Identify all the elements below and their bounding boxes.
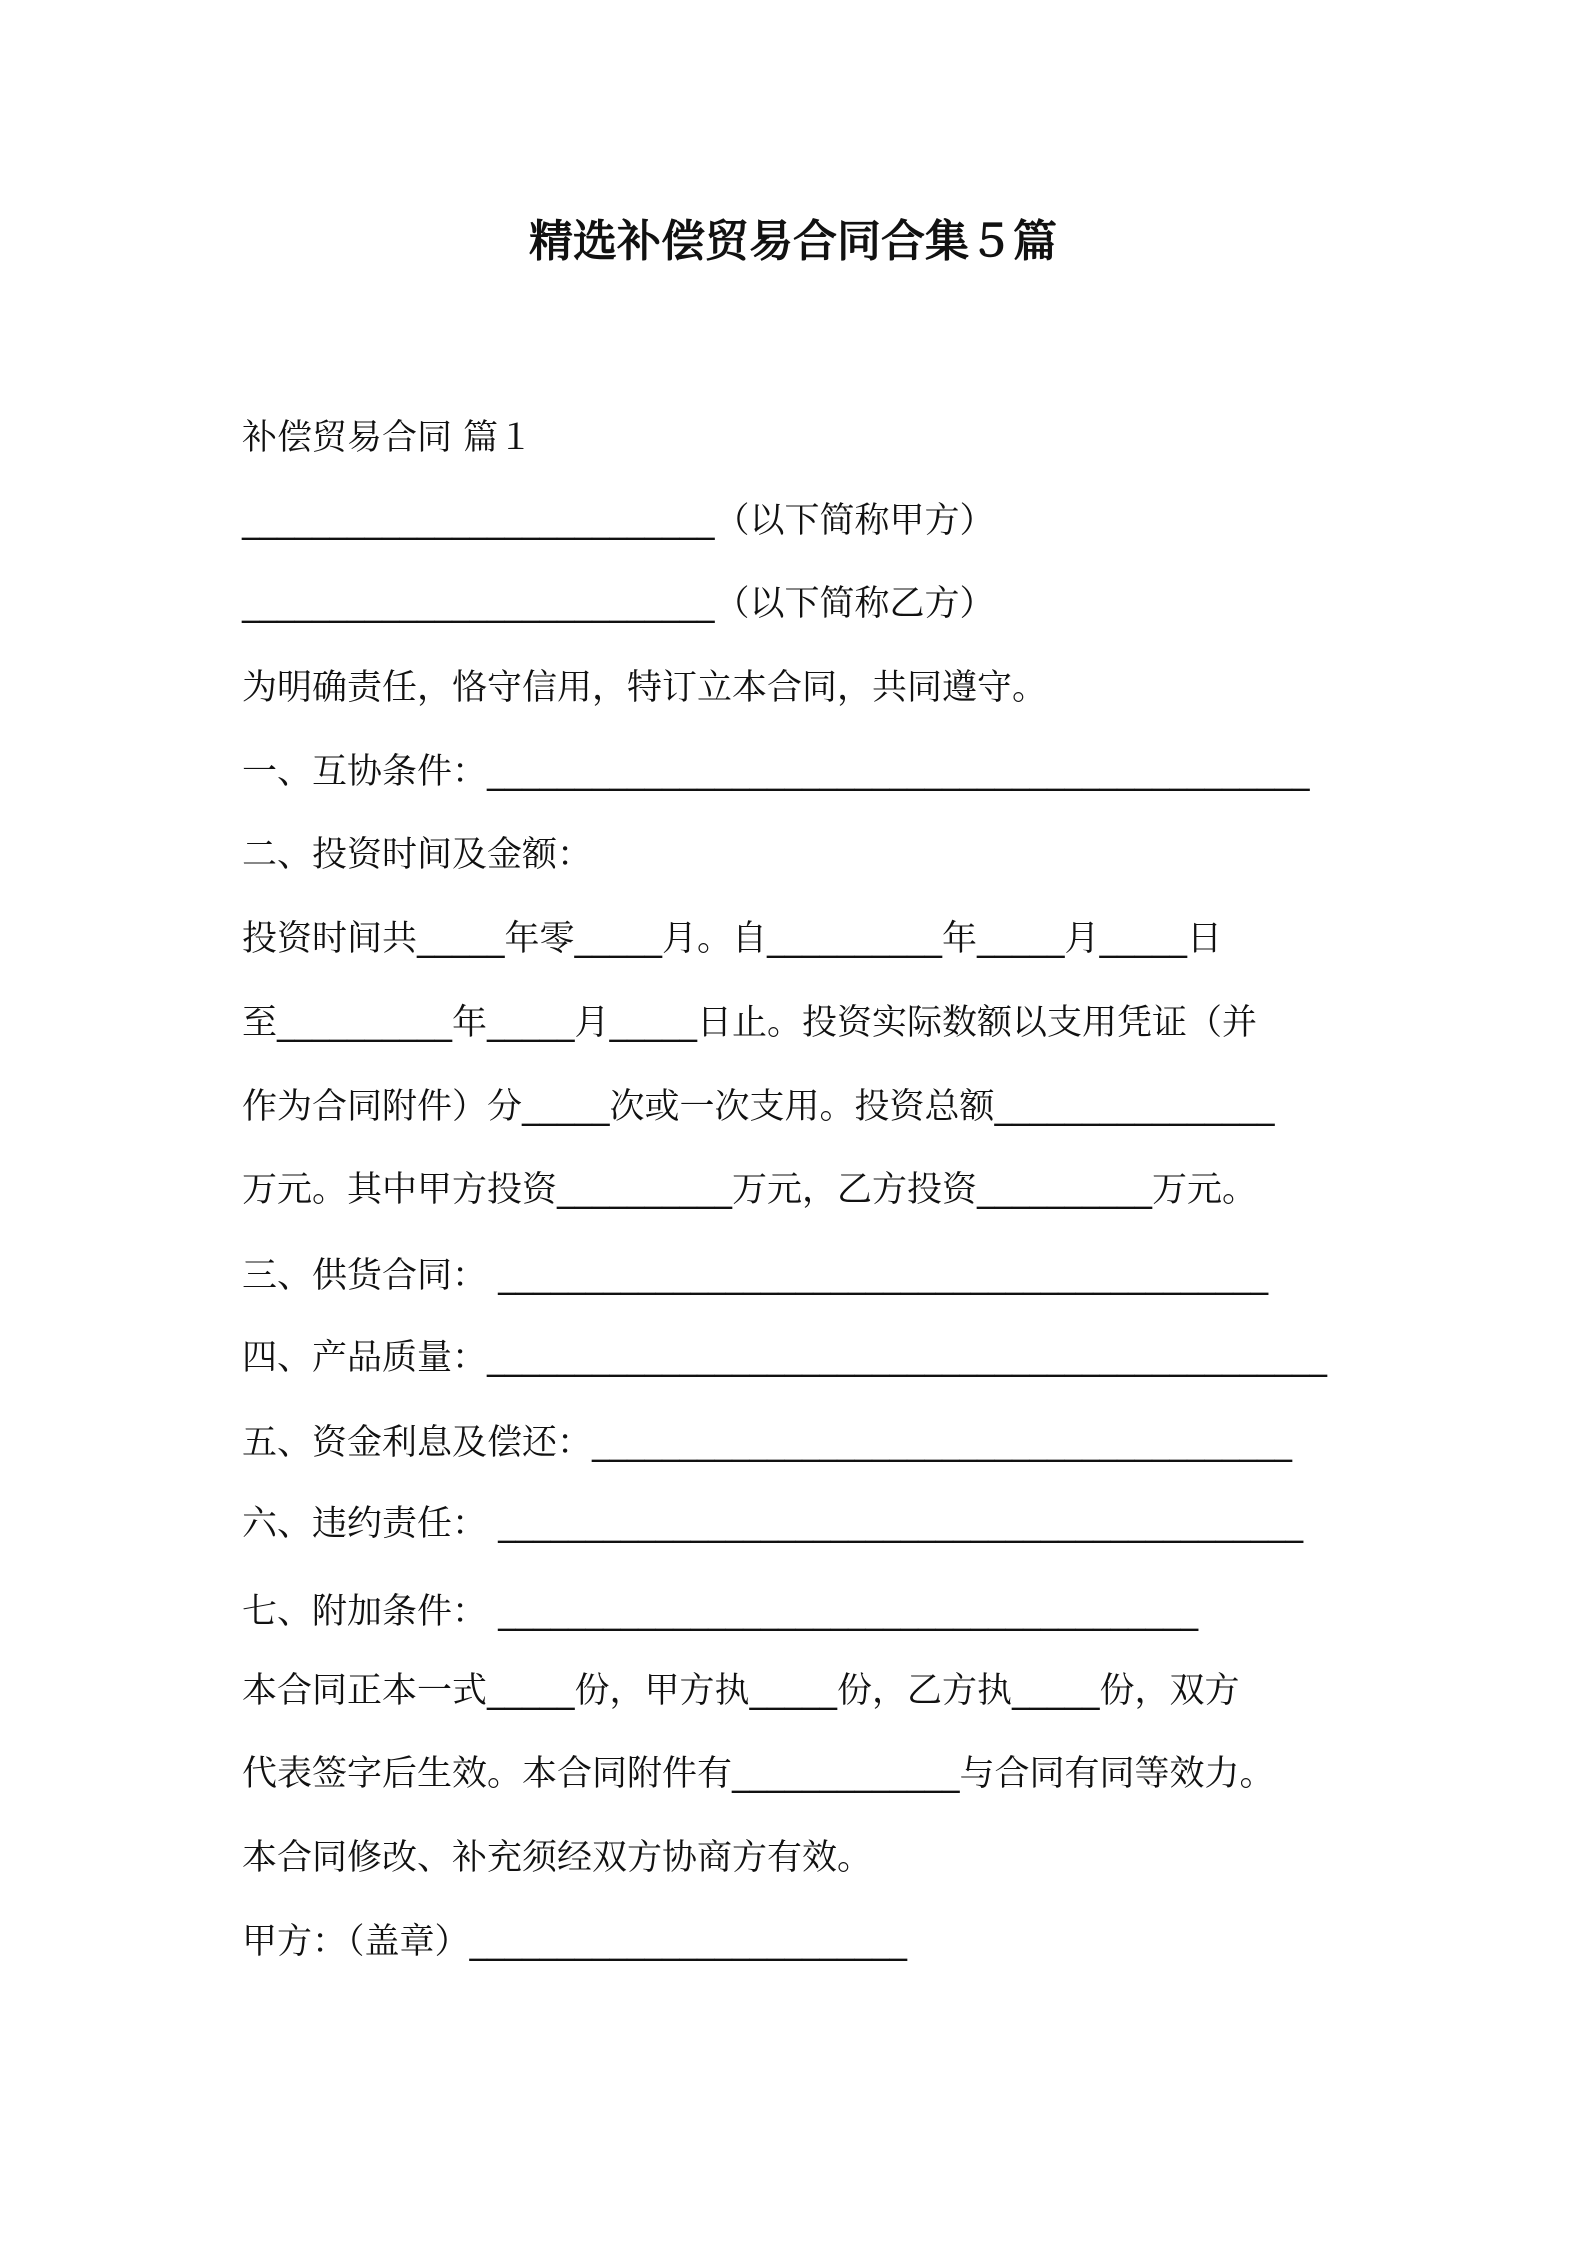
copies-line-2: 代表签字后生效。本合同附件有_____________与合同有同等效力。 — [242, 1754, 1275, 1794]
investment-line-4: 万元。其中甲方投资__________万元，乙方投资__________万元。 — [242, 1170, 1258, 1210]
clause-7-line: 七、附加条件： ________________________________________ — [242, 1592, 1199, 1632]
party-a-line: ___________________________（以下简称甲方） — [242, 501, 995, 541]
party-a-seal-line: 甲方：（盖章）_________________________ — [242, 1922, 908, 1962]
clause-4-line: 四、产品质量：________________________________________________ — [242, 1338, 1328, 1378]
copies-line-1: 本合同正本一式_____份，甲方执_____份，乙方执_____份，双方 — [242, 1671, 1240, 1711]
party-b-line: ___________________________（以下简称乙方） — [242, 584, 995, 624]
clause-1-line: 一、互协条件：_______________________________________________ — [242, 752, 1310, 792]
amendment-line: 本合同修改、补充须经双方协商方有效。 — [242, 1838, 873, 1878]
clause-3-line: 三、供货合同： ____________________________________________ — [242, 1256, 1269, 1296]
clause-2-heading: 二、投资时间及金额： — [242, 835, 593, 875]
preamble-line: 为明确责任，恪守信用，特订立本合同，共同遵守。 — [242, 668, 1048, 708]
section-heading: 补偿贸易合同 篇１ — [242, 418, 534, 458]
investment-line-2: 至__________年_____月_____日止。投资实际数额以支用凭证（并 — [242, 1003, 1258, 1043]
document-title: 精选补偿贸易合同合集５篇 — [529, 216, 1057, 267]
clause-6-line: 六、违约责任： ______________________________________________ — [242, 1504, 1304, 1544]
investment-line-3: 作为合同附件）分_____次或一次支用。投资总额________________ — [242, 1087, 1275, 1127]
investment-line-1: 投资时间共_____年零_____月。自__________年_____月_____日 — [242, 919, 1223, 959]
clause-5-line: 五、资金利息及偿还：________________________________________ — [242, 1423, 1293, 1463]
